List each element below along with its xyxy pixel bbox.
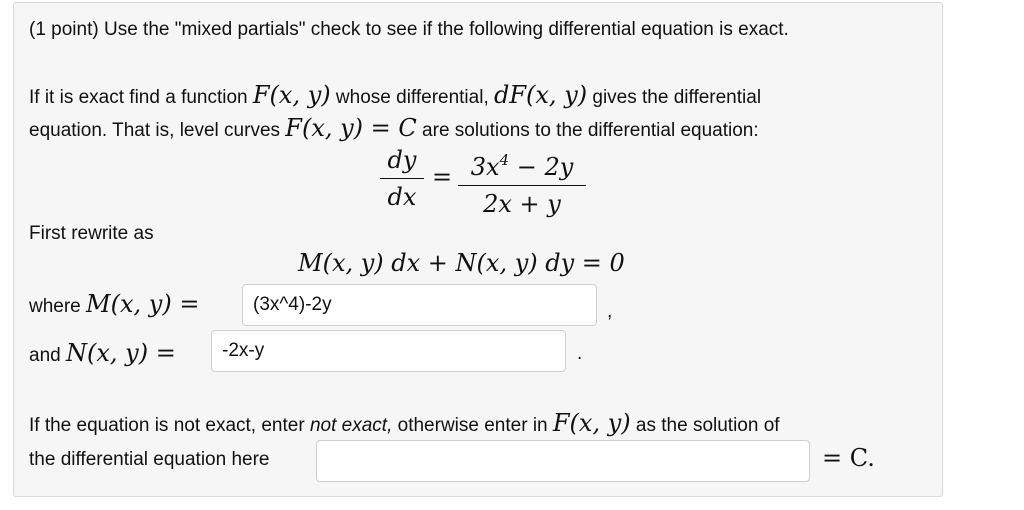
fraction-rhs-denominator: 2x + y	[483, 190, 561, 218]
where-label: where	[29, 296, 81, 317]
math-F: F(x, y)	[252, 81, 331, 109]
period: .	[577, 343, 583, 364]
math-F-solution: F(x, y)	[552, 409, 631, 437]
problem-panel	[13, 2, 943, 497]
intro-line-2	[29, 114, 759, 142]
math-dF: dF(x, y)	[494, 81, 588, 109]
m-label-row	[29, 290, 199, 318]
intro-line-1	[29, 81, 761, 109]
m-math: M(x, y) =	[86, 290, 200, 318]
intro-text-1c: gives the differential	[592, 87, 762, 108]
m-answer-input[interactable]: (3x^4)-2y	[242, 284, 597, 326]
final-line-1	[29, 409, 780, 437]
math-level-curve: F(x, y) = C	[285, 114, 417, 142]
fraction-rhs-numerator: $3x^4 - 2y$	[470, 151, 574, 181]
comma: ,	[607, 301, 613, 322]
final-text-1c: otherwise enter in	[397, 415, 548, 436]
fraction-dy: dy	[387, 146, 417, 174]
n-answer-input[interactable]: -2x-y	[211, 330, 566, 372]
fraction-dy-dx	[380, 146, 424, 211]
intro-text-2a: equation. That is, level curves	[29, 120, 281, 141]
intro-text-1b: whose differential,	[335, 87, 489, 108]
not-exact-text: not exact,	[309, 415, 393, 436]
final-line-2: the differential equation here	[29, 449, 270, 470]
final-text-1a: If the equation is not exact, enter	[29, 415, 305, 436]
final-text-1d: as the solution of	[635, 415, 780, 436]
fraction-rhs	[458, 146, 586, 218]
and-label: and	[29, 345, 61, 366]
n-math: N(x, y) =	[65, 339, 176, 367]
rewrite-label: First rewrite as	[29, 223, 154, 244]
fraction-dx: dx	[387, 183, 417, 211]
intro-text-1a: If it is exact find a function	[29, 87, 248, 108]
rewrite-equation: M(x, y) dx + N(x, y) dy = 0	[298, 249, 625, 277]
intro-text-2b: are solutions to the differential equation:	[422, 120, 759, 141]
solution-input[interactable]	[316, 440, 810, 482]
equals-C: = C.	[822, 444, 875, 472]
equation-equals: =	[432, 163, 453, 191]
n-label-row	[29, 339, 176, 367]
problem-header: (1 point) Use the "mixed partials" check to see if the following differential equation is exact.	[29, 19, 789, 40]
